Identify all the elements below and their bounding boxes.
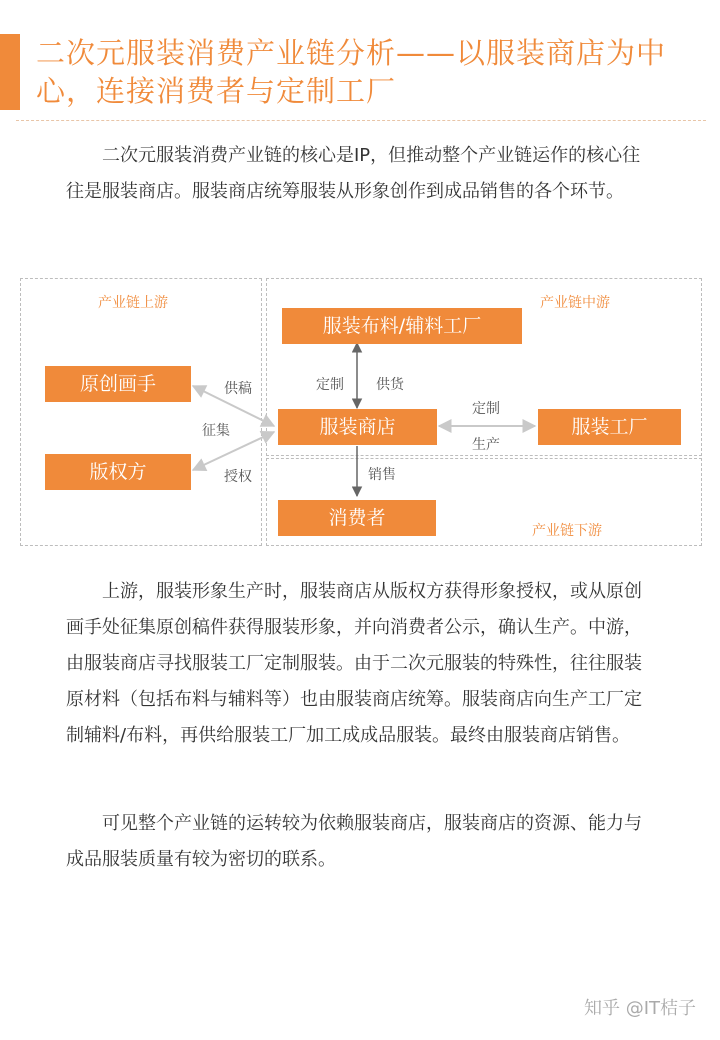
- edge-label-submit: 供稿: [224, 381, 252, 397]
- edge-label-supply: 供货: [376, 377, 404, 393]
- edge-label-collect: 征集: [202, 423, 230, 439]
- node-original-artist: 原创画手: [45, 366, 191, 402]
- body-paragraph-2: 可见整个产业链的运转较为依赖服装商店，服装商店的资源、能力与成品服装质量有较为密切的联系。: [66, 813, 642, 870]
- title-accent-bar: [0, 34, 20, 110]
- edge-label-authorize: 授权: [224, 469, 252, 485]
- page-title: 二次元服装消费产业链分析——以服装商店为中心，连接消费者与定制工厂: [36, 36, 667, 108]
- industry-chain-diagram: [0, 270, 720, 560]
- edge-label-sell: 销售: [368, 467, 396, 483]
- intro-paragraph: 二次元服装消费产业链的核心是IP，但推动整个产业链运作的核心往往是服装商店。服装商店统筹服装从形象创作到成品销售的各个环节。: [66, 145, 641, 202]
- zone-downstream-label: 产业链下游: [532, 523, 602, 539]
- node-fabric-factory: 服装布料/辅料工厂: [282, 308, 522, 344]
- node-clothing-store: 服装商店: [278, 409, 437, 445]
- node-garment-factory: 服装工厂: [538, 409, 681, 445]
- edge-label-produce: 生产: [472, 437, 500, 453]
- zone-upstream-label: 产业链上游: [98, 295, 168, 311]
- edge-label-customize-up: 定制: [316, 377, 344, 393]
- node-copyright-holder: 版权方: [45, 454, 191, 490]
- title-divider: [16, 120, 706, 121]
- body-paragraph-1: 上游，服装形象生产时，服装商店从版权方获得形象授权，或从原创画手处征集原创稿件获得服装形象，并向消费者公示，确认生产。中游，由服装商店寻找服装工厂定制服装。由于二次元服装的特殊性，往往服装原材料（包括布料与辅料等）也由服装商店统筹。服装商店向生产工厂定制辅料/布料，再供给服装工厂加工成成品服装。最终由服装商店销售。: [66, 581, 642, 746]
- node-consumer: 消费者: [278, 500, 436, 536]
- edge-label-customize-right: 定制: [472, 401, 500, 417]
- watermark: 知乎 @IT桔子: [583, 998, 696, 1019]
- zone-midstream-label: 产业链中游: [540, 295, 610, 311]
